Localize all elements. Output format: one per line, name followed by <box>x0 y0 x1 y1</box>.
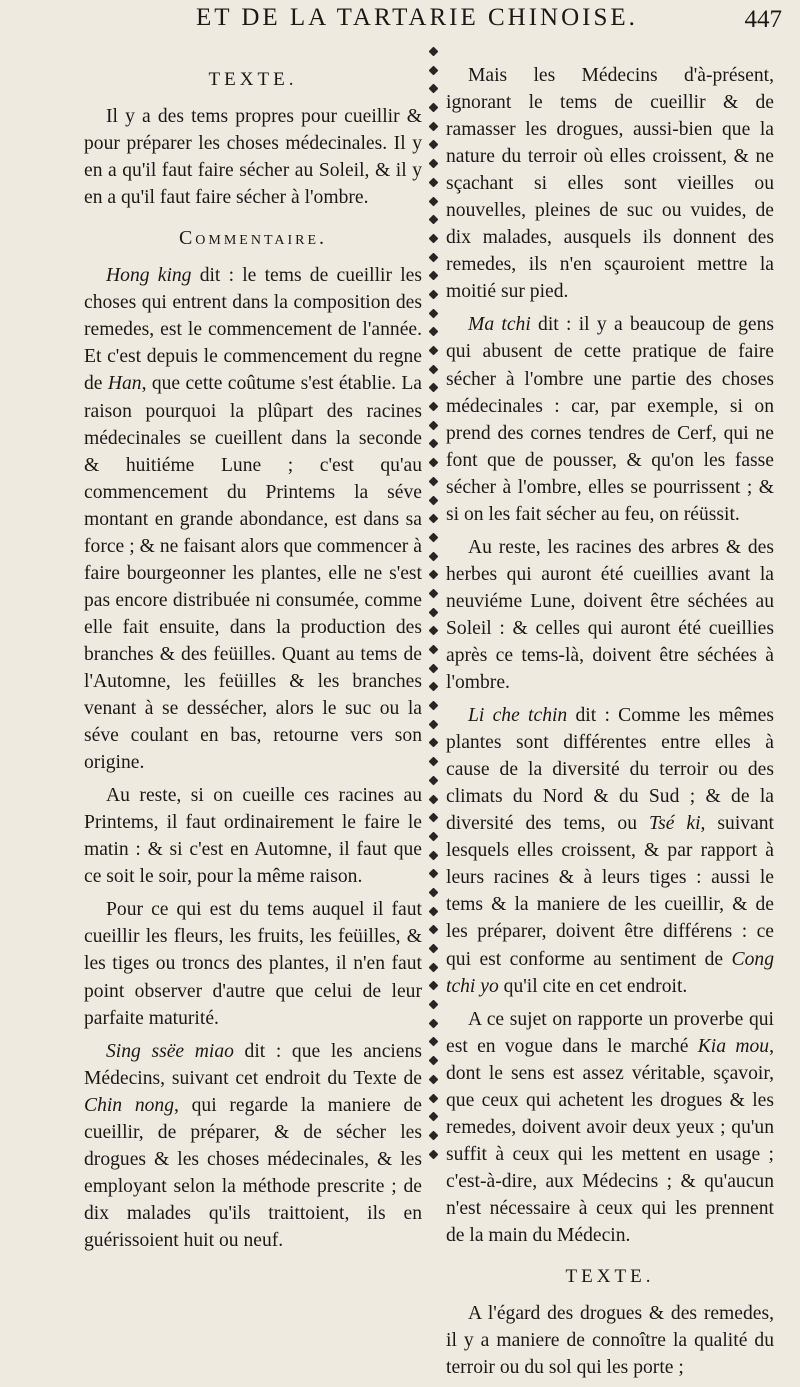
commentary-paragraph: Mais les Médecins d'à-présent, ignorant le tems de cueillir & de ramasser les drogues, aussi-bien que la nature du terroir où elles croissent, & ne sçachant si elles sont vieilles ou nouvelles, pleines de suc ou vuides, de dix malades, ausquels ils donnent des remedes, ils n'en sçauroient mettre la moitié sur pied. <box>446 65 774 303</box>
cited-author: Sing ssëe miao <box>106 1040 234 1062</box>
commentary-paragraph-hong-king <box>84 262 422 776</box>
ornamental-column-rule <box>423 48 443 1158</box>
paragraph-text: , que cette coûtume s'est établie. La raison pourquoi la plûpart des racines médecinales se cueillent dans la seconde & huitiéme Lune ; c'est qu'au commencement du Printems la séve montant en grande abondance, est dans sa force ; & ne faisant alors que commencer à faire bourgeonner les plantes, elle ne s'est pas encore distribuée ni consumée, comme elle fait ensuite, dans la production des branches & des feüilles. Quant au tems de l'Automne, les feüilles & les branches venant à se dessécher, alors le suc ou la séve coulant en bas, retourne vers son origine. <box>84 373 422 774</box>
paragraph-text: dit : que les anciens Médecins, suivant cet endroit du Texte de <box>84 1040 422 1089</box>
section-heading-commentaire: Commentaire. <box>178 227 328 250</box>
commentary-paragraph-proverb <box>446 1006 774 1249</box>
text-paragraph: A l'égard des drogues & des remedes, il y a maniere de connoître la qualité du terroir ou du sol qui les porte ; <box>446 1303 774 1379</box>
text-paragraph: Il y a des tems propres pour cueillir & pour préparer les choses médecinales. Il y en a qu'il faut faire sécher au Soleil, & il y en a qu'il faut faire sécher à l'ombre. <box>84 106 422 209</box>
cited-place: Kia mou <box>697 1035 770 1057</box>
cited-author: Cong tchi yo <box>446 948 774 997</box>
paragraph-text: A ce sujet on rapporte un proverbe qui est en vogue dans le marché <box>446 1008 774 1057</box>
page-number: 447 <box>744 6 782 33</box>
running-title: ET DE LA TARTARIE CHINOISE. <box>196 4 638 31</box>
paragraph-text: dit : le tems de cueillir les choses qui entrent dans la composition des remedes, est le commencement de l'année. Et c'est depuis le commencement du regne de <box>84 265 422 395</box>
paragraph-text: , qui regarde la maniere de cueillir, de préparer, & de sécher les drogues & les choses médecinales, & les employant selon la méthode prescrite ; de dix malades qu'ils traittoient, ils en guérissoient huit ou neuf. <box>84 1094 422 1251</box>
paragraph-text: dit : Comme les mêmes plantes sont différentes entre elles à cause de la diversité du terroir ou des climats du Nord & du Sud ; & de la diversité des tems, ou <box>446 705 774 835</box>
paragraph-text: qu'il cite en cet endroit. <box>498 975 688 997</box>
cited-dynasty: Han <box>107 373 142 395</box>
paragraph-text: dit : il y a beaucoup de gens qui abusent de cette pratique de faire sécher à l'ombre une partie des choses médecinales : car, par exemple, si on prend des cornes tendres de Cerf, qui ne font que de pousser, & qu'on les fasse sécher à l'ombre, elles se pourrissent ; & si on les fait sécher au feu, on réüssit. <box>446 314 774 525</box>
commentary-paragraph-ma-tchi <box>446 311 774 527</box>
section-heading-texte: TEXTE. <box>565 1266 655 1288</box>
cited-term: Tsé ki <box>648 813 701 835</box>
cited-author: Chin nong <box>84 1094 175 1116</box>
cited-author: Ma tchi <box>468 314 531 336</box>
paragraph-text: , dont le sens est assez véritable, sçavoir, que ceux qui achetent les drogues & les remedes, doivent avoir deux yeux ; qu'un suffit à ceux qui les mettent en usage ; c'est-à-dire, aux Médecins ; & qu'aucun n'est nécessaire à ceux qui les prennent de la main du Médecin. <box>446 1035 775 1246</box>
commentary-paragraph-sing-ssee-miao <box>84 1038 422 1254</box>
commentary-paragraph: Au reste, si on cueille ces racines au Printems, il faut ordinairement le faire le matin : & si c'est en Automne, il faut que ce soit le soir, pour la même raison. <box>84 785 422 888</box>
commentary-paragraph: Au reste, les racines des arbres & des herbes qui auront été cueillies avant la neuviéme Lune, doivent être séchées au Soleil : & celles qui auront été cueillies après ce tems-là, doivent être séchées à l'ombre. <box>446 536 774 694</box>
commentary-paragraph-li-che-tchin <box>446 702 774 1000</box>
section-heading-texte: TEXTE. <box>208 69 298 90</box>
running-head <box>0 4 800 44</box>
paragraph-text: , suivant lesquels elles croissent, & par rapport à leurs racines & à leurs tiges : aussi le tems & la maniere de les cueillir, & de les préparer, doivent être différens : ce qui est conforme au sentiment de <box>446 813 775 970</box>
cited-author: Li che tchin <box>468 705 568 727</box>
commentary-paragraph: Pour ce qui est du tems auquel il faut cueillir les fleurs, les fruits, les feüilles, & les tiges ou troncs des plantes, il n'en faut point observer d'autre que celui de leur parfaite maturité. <box>84 899 422 1029</box>
left-column <box>84 62 422 1260</box>
cited-author: Hong king <box>106 265 192 287</box>
right-column <box>446 62 774 1387</box>
